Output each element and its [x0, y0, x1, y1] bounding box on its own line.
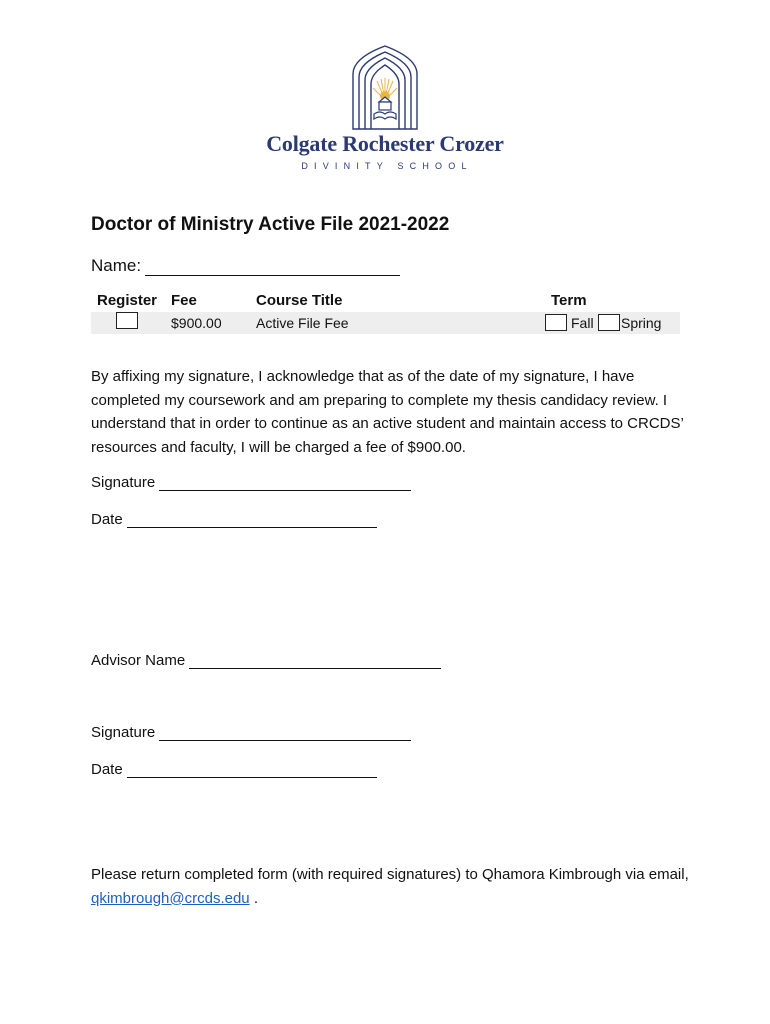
student-signature-field	[91, 474, 411, 491]
return-end: .	[253, 889, 258, 907]
student-date-label: Date	[91, 511, 123, 528]
advisor-signature-field	[91, 724, 411, 741]
term-header: Term	[551, 292, 587, 309]
course-title-header: Course Title	[256, 292, 343, 309]
register-checkbox[interactable]	[116, 312, 138, 329]
student-date-line[interactable]	[127, 514, 377, 528]
institution-subtitle: DIVINITY SCHOOL	[301, 161, 473, 171]
institution-name: Colgate Rochester Crozer	[266, 131, 504, 156]
fall-label: Fall	[571, 315, 594, 331]
advisor-name-label: Advisor Name	[91, 652, 186, 669]
fall-checkbox[interactable]	[545, 314, 567, 331]
advisor-name-field	[91, 652, 441, 669]
crcds-logo-icon	[350, 44, 420, 130]
fee-header: Fee	[171, 292, 197, 309]
page-title: Doctor of Ministry Active File 2021-2022	[91, 214, 450, 235]
student-signature-label: Signature	[91, 474, 156, 491]
fee-value: $900.00	[171, 315, 222, 331]
advisor-name-line[interactable]	[189, 655, 441, 669]
name-input-line[interactable]	[145, 259, 400, 276]
register-header: Register	[97, 292, 158, 309]
name-field	[91, 256, 400, 276]
advisor-signature-label: Signature	[91, 724, 156, 741]
advisor-signature-line[interactable]	[159, 727, 411, 741]
advisor-date-label: Date	[91, 761, 123, 778]
acknowledgement-text: By affixing my signature, I acknowledge that as of the date of my signature, I have completed my coursework and am preparing to complete my thesis candidacy review. I understand that in order to continue as an active student and maintain access to CRCDS’ resources and faculty, I will be charged a fee of $900.00.	[91, 368, 684, 457]
return-text: Please return completed form (with required signatures) to Qhamora Kimbrough via email,	[91, 866, 689, 883]
spring-checkbox[interactable]	[598, 314, 620, 331]
student-date-field	[91, 511, 377, 528]
name-label: Name:	[91, 256, 142, 275]
student-signature-line[interactable]	[159, 477, 411, 491]
return-email-link[interactable]: qkimbrough@crcds.edu	[91, 889, 250, 907]
course-title-value: Active File Fee	[256, 315, 349, 331]
spring-label: Spring	[621, 315, 662, 331]
advisor-date-line[interactable]	[127, 764, 377, 778]
return-instructions	[91, 863, 691, 910]
advisor-date-field	[91, 761, 377, 778]
